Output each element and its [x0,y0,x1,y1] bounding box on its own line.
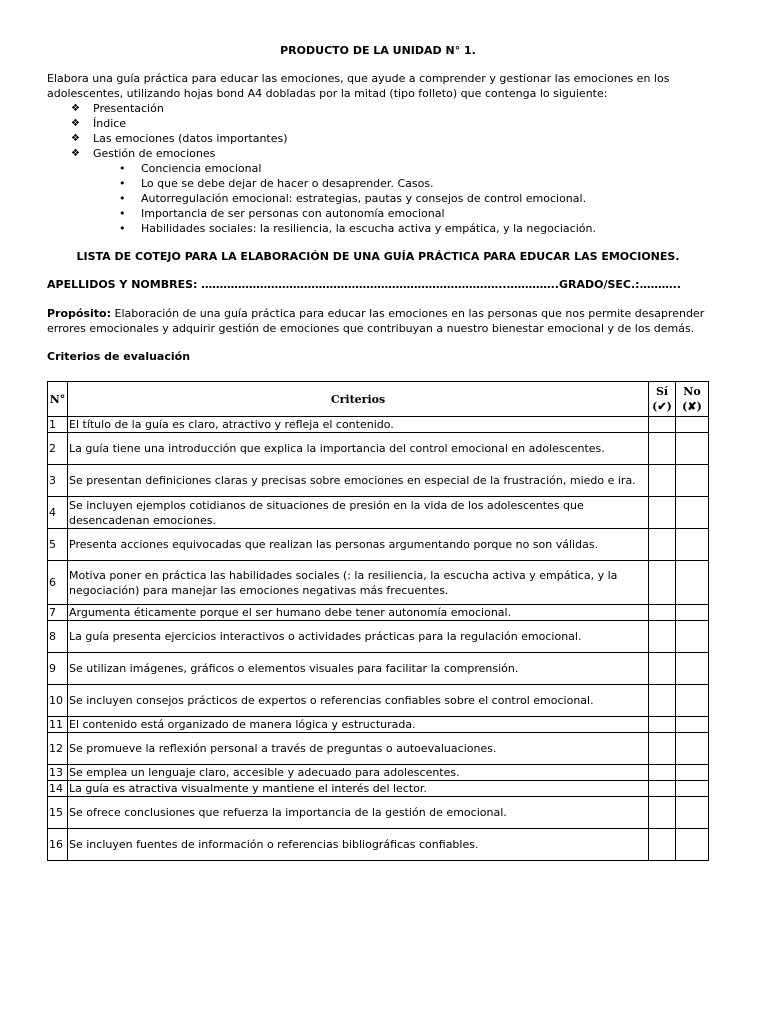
criterion-text: Se incluyen consejos prácticos de expertos o referencias confiables sobre el control emocional. [68,685,649,717]
yes-check-cell[interactable] [649,529,676,561]
criterion-text: El título de la guía es claro, atractivo y refleja el contenido. [68,417,649,433]
header-criteria: Criterios [68,382,649,417]
header-yes: Sí (✔) [649,382,676,417]
yes-check-cell[interactable] [649,685,676,717]
yes-check-cell[interactable] [649,733,676,765]
criterion-text: Argumenta éticamente porque el ser humano debe tener autonomía emocional. [68,605,649,621]
yes-check-cell[interactable] [649,829,676,861]
no-check-cell[interactable] [676,561,709,605]
purpose-text: Elaboración de una guía práctica para educar las emociones en las personas que nos permite desaprender errores emocionales y adquirir gestión de emociones que contribuyan a nuestro bienestar emocional y de los demás. [47,307,705,335]
table-row [48,717,709,733]
table-row [48,465,709,497]
row-number: 6 [48,561,68,605]
row-number: 8 [48,621,68,653]
list-item: ❖ Índice [71,116,709,131]
yes-check-cell[interactable] [649,433,676,465]
no-check-cell[interactable] [676,733,709,765]
sub-list [93,161,709,236]
purpose-label: Propósito: [47,307,112,320]
no-check-cell[interactable] [676,605,709,621]
row-number: 1 [48,417,68,433]
criteria-heading: Criterios de evaluación [47,350,191,363]
row-number: 4 [48,497,68,529]
criterion-text: La guía es atractiva visualmente y mantiene el interés del lector. [68,781,649,797]
yes-check-cell[interactable] [649,797,676,829]
no-check-cell[interactable] [676,765,709,781]
row-number: 10 [48,685,68,717]
yes-check-cell[interactable] [649,781,676,797]
row-number: 12 [48,733,68,765]
row-number: 9 [48,653,68,685]
criterion-text: Se utilizan imágenes, gráficos o elementos visuales para facilitar la comprensión. [68,653,649,685]
no-check-cell[interactable] [676,465,709,497]
yes-check-cell[interactable] [649,621,676,653]
no-check-cell[interactable] [676,433,709,465]
row-number: 11 [48,717,68,733]
table-row [48,605,709,621]
yes-check-cell[interactable] [649,465,676,497]
table-row [48,781,709,797]
student-name-line: APELLIDOS Y NOMBRES: ………………………………………………………………………..…………..GRADO/SEC.:……….. [47,278,681,291]
content-list [47,101,709,236]
yes-check-cell[interactable] [649,561,676,605]
sub-list-item: • Habilidades sociales: la resiliencia, la escucha activa y empática, y la negociación. [117,221,709,236]
table-row [48,765,709,781]
row-number: 7 [48,605,68,621]
criterion-text: Se presentan definiciones claras y precisas sobre emociones en especial de la frustración, miedo e ira. [68,465,649,497]
row-number: 14 [48,781,68,797]
sub-list-item: • Conciencia emocional [117,161,709,176]
row-number: 2 [48,433,68,465]
document-title: PRODUCTO DE LA UNIDAD N° 1. [280,44,476,57]
no-check-cell[interactable] [676,529,709,561]
table-row [48,653,709,685]
table-row [48,433,709,465]
yes-check-cell[interactable] [649,765,676,781]
row-number: 5 [48,529,68,561]
purpose-paragraph [47,306,709,336]
table-body [48,417,709,861]
yes-check-cell[interactable] [649,605,676,621]
criterion-text: Se emplea un lenguaje claro, accesible y adecuado para adolescentes. [68,765,649,781]
table-header-row [48,382,709,417]
no-check-cell[interactable] [676,685,709,717]
no-check-cell[interactable] [676,621,709,653]
row-number: 3 [48,465,68,497]
no-check-cell[interactable] [676,653,709,685]
criterion-text: Se promueve la reflexión personal a través de preguntas o autoevaluaciones. [68,733,649,765]
checklist-title: LISTA DE COTEJO PARA LA ELABORACIÓN DE UNA GUÍA PRÁCTICA PARA EDUCAR LAS EMOCIONES. [76,250,680,263]
document-page [47,44,709,861]
row-number: 13 [48,765,68,781]
list-item: ❖ Presentación [71,101,709,116]
table-row [48,733,709,765]
criterion-text: Presenta acciones equivocadas que realizan las personas argumentando porque no son válidas. [68,529,649,561]
criterion-text: La guía tiene una introducción que explica la importancia del control emocional en adolescentes. [68,433,649,465]
list-item-label: Gestión de emociones [93,147,216,160]
yes-check-cell[interactable] [649,417,676,433]
row-number: 16 [48,829,68,861]
table-row [48,417,709,433]
criterion-text: El contenido está organizado de manera lógica y estructurada. [68,717,649,733]
criterion-text: Motiva poner en práctica las habilidades sociales (: la resiliencia, la escucha activa y empática, y la negociación) para manejar las emociones negativas más frecuentes. [68,561,649,605]
yes-check-cell[interactable] [649,717,676,733]
header-number: N° [48,382,68,417]
checklist-table [47,381,709,861]
criterion-text: La guía presenta ejercicios interactivos o actividades prácticas para la regulación emocional. [68,621,649,653]
table-row [48,561,709,605]
criterion-text: Se ofrece conclusiones que refuerza la importancia de la gestión de emocional. [68,797,649,829]
no-check-cell[interactable] [676,797,709,829]
table-row [48,829,709,861]
no-check-cell[interactable] [676,417,709,433]
criterion-text: Se incluyen ejemplos cotidianos de situaciones de presión en la vida de los adolescentes que desencadenan emociones. [68,497,649,529]
criterion-text: Se incluyen fuentes de información o referencias bibliográficas confiables. [68,829,649,861]
row-number: 15 [48,797,68,829]
no-check-cell[interactable] [676,717,709,733]
intro-paragraph: Elabora una guía práctica para educar las emociones, que ayude a comprender y gestionar las emociones en los adolescentes, utilizando hojas bond A4 dobladas por la mitad (tipo folleto) que contenga lo siguiente: [47,72,670,100]
list-item: ❖ Las emociones (datos importantes) [71,131,709,146]
yes-check-cell[interactable] [649,497,676,529]
table-row [48,797,709,829]
sub-list-item: • Autorregulación emocional: estrategias, pautas y consejos de control emocional. [117,191,709,206]
no-check-cell[interactable] [676,781,709,797]
table-row [48,685,709,717]
yes-check-cell[interactable] [649,653,676,685]
sub-list-item: • Importancia de ser personas con autonomía emocional [117,206,709,221]
table-row [48,621,709,653]
header-no: No (✘) [676,382,709,417]
list-item [71,146,709,236]
table-row [48,497,709,529]
no-check-cell[interactable] [676,497,709,529]
no-check-cell[interactable] [676,829,709,861]
table-row [48,529,709,561]
sub-list-item: • Lo que se debe dejar de hacer o desaprender. Casos. [117,176,709,191]
